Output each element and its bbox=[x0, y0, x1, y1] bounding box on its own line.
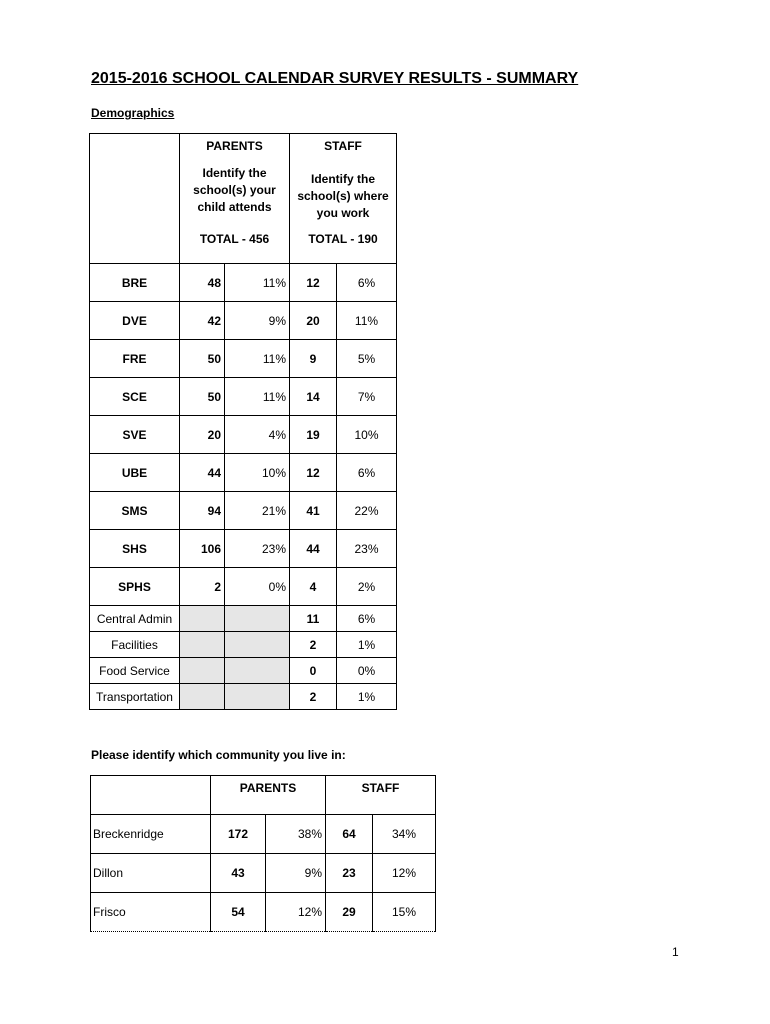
page-number: 1 bbox=[672, 945, 679, 959]
staff-percent: 12% bbox=[373, 854, 436, 893]
table-row bbox=[90, 684, 397, 710]
parents-count: 48 bbox=[180, 264, 225, 302]
table-row bbox=[90, 632, 397, 658]
parents-percent: 0% bbox=[225, 568, 290, 606]
table-corner-cell bbox=[90, 134, 180, 264]
empty-cell bbox=[225, 684, 290, 710]
staff-percent: 1% bbox=[337, 632, 397, 658]
demographics-table bbox=[89, 133, 397, 710]
parents-header: PARENTS bbox=[211, 776, 326, 815]
table-row bbox=[90, 302, 397, 340]
empty-cell bbox=[180, 684, 225, 710]
parents-count: 94 bbox=[180, 492, 225, 530]
school-label: SMS bbox=[90, 492, 180, 530]
staff-count: 9 bbox=[290, 340, 337, 378]
staff-count: 0 bbox=[290, 658, 337, 684]
staff-percent: 23% bbox=[337, 530, 397, 568]
school-label: SVE bbox=[90, 416, 180, 454]
table-row bbox=[91, 854, 436, 893]
parents-percent: 4% bbox=[225, 416, 290, 454]
staff-count: 11 bbox=[290, 606, 337, 632]
school-label: BRE bbox=[90, 264, 180, 302]
staff-percent: 22% bbox=[337, 492, 397, 530]
parents-count: 44 bbox=[180, 454, 225, 492]
staff-percent: 1% bbox=[337, 684, 397, 710]
parents-question-line: school(s) your bbox=[193, 183, 276, 197]
staff-percent: 34% bbox=[373, 815, 436, 854]
table-row bbox=[91, 815, 436, 854]
empty-cell bbox=[225, 606, 290, 632]
community-question: Please identify which community you live in: bbox=[91, 748, 346, 762]
staff-percent: 15% bbox=[373, 893, 436, 932]
staff-question-line: Identify the bbox=[310, 172, 375, 186]
parents-percent: 12% bbox=[266, 893, 326, 932]
staff-percent: 6% bbox=[337, 606, 397, 632]
table-row bbox=[90, 416, 397, 454]
department-label: Food Service bbox=[90, 658, 180, 684]
parents-count: 54 bbox=[211, 893, 266, 932]
parents-percent: 21% bbox=[225, 492, 290, 530]
table-row bbox=[90, 568, 397, 606]
parents-question-line: Identify the bbox=[202, 166, 267, 180]
empty-cell bbox=[225, 658, 290, 684]
table-row bbox=[90, 340, 397, 378]
staff-count: 23 bbox=[326, 854, 373, 893]
parents-count: 20 bbox=[180, 416, 225, 454]
school-label: SHS bbox=[90, 530, 180, 568]
school-label: FRE bbox=[90, 340, 180, 378]
staff-count: 4 bbox=[290, 568, 337, 606]
parents-percent: 9% bbox=[266, 854, 326, 893]
staff-percent: 2% bbox=[337, 568, 397, 606]
empty-cell bbox=[180, 658, 225, 684]
staff-percent: 6% bbox=[337, 454, 397, 492]
staff-question-line: you work bbox=[316, 206, 370, 220]
staff-count: 41 bbox=[290, 492, 337, 530]
parents-percent: 23% bbox=[225, 530, 290, 568]
staff-count: 12 bbox=[290, 454, 337, 492]
department-label: Facilities bbox=[90, 632, 180, 658]
parents-count: 43 bbox=[211, 854, 266, 893]
community-label: Dillon bbox=[91, 854, 211, 893]
table-row bbox=[91, 893, 436, 932]
staff-count: 19 bbox=[290, 416, 337, 454]
staff-count: 64 bbox=[326, 815, 373, 854]
parents-count: 50 bbox=[180, 378, 225, 416]
staff-total: TOTAL - 190 bbox=[308, 232, 378, 246]
parents-count: 42 bbox=[180, 302, 225, 340]
staff-count: 2 bbox=[290, 684, 337, 710]
parents-percent: 11% bbox=[225, 378, 290, 416]
empty-cell bbox=[225, 632, 290, 658]
parents-count: 50 bbox=[180, 340, 225, 378]
table-corner-cell bbox=[91, 776, 211, 815]
empty-cell bbox=[180, 632, 225, 658]
table-row bbox=[90, 492, 397, 530]
staff-header-cell bbox=[290, 134, 397, 264]
staff-count: 12 bbox=[290, 264, 337, 302]
staff-count: 2 bbox=[290, 632, 337, 658]
school-label: UBE bbox=[90, 454, 180, 492]
staff-count: 14 bbox=[290, 378, 337, 416]
parents-percent: 11% bbox=[225, 264, 290, 302]
parents-percent: 9% bbox=[225, 302, 290, 340]
table-row bbox=[90, 606, 397, 632]
parents-header: PARENTS bbox=[206, 139, 263, 153]
empty-cell bbox=[180, 606, 225, 632]
parents-percent: 10% bbox=[225, 454, 290, 492]
demographics-heading: Demographics bbox=[91, 106, 175, 120]
parents-question-line: child attends bbox=[197, 200, 272, 214]
table-row bbox=[90, 378, 397, 416]
parents-percent: 11% bbox=[225, 340, 290, 378]
parents-count: 2 bbox=[180, 568, 225, 606]
staff-question-line: school(s) where bbox=[297, 189, 389, 203]
community-table bbox=[90, 775, 436, 932]
staff-header: STAFF bbox=[324, 139, 362, 153]
staff-count: 44 bbox=[290, 530, 337, 568]
department-label: Central Admin bbox=[90, 606, 180, 632]
community-label: Breckenridge bbox=[91, 815, 211, 854]
table-row bbox=[90, 530, 397, 568]
staff-header: STAFF bbox=[326, 776, 436, 815]
staff-percent: 0% bbox=[337, 658, 397, 684]
school-label: DVE bbox=[90, 302, 180, 340]
staff-percent: 11% bbox=[337, 302, 397, 340]
staff-count: 20 bbox=[290, 302, 337, 340]
staff-count: 29 bbox=[326, 893, 373, 932]
parents-count: 106 bbox=[180, 530, 225, 568]
staff-percent: 6% bbox=[337, 264, 397, 302]
table-row bbox=[90, 454, 397, 492]
community-label: Frisco bbox=[91, 893, 211, 932]
staff-percent: 10% bbox=[337, 416, 397, 454]
parents-header-cell bbox=[180, 134, 290, 264]
parents-percent: 38% bbox=[266, 815, 326, 854]
staff-percent: 5% bbox=[337, 340, 397, 378]
parents-count: 172 bbox=[211, 815, 266, 854]
page-title: 2015-2016 SCHOOL CALENDAR SURVEY RESULTS - SUMMARY bbox=[91, 70, 579, 87]
table-row bbox=[90, 658, 397, 684]
school-label: SPHS bbox=[90, 568, 180, 606]
table-row bbox=[90, 264, 397, 302]
staff-percent: 7% bbox=[337, 378, 397, 416]
department-label: Transportation bbox=[90, 684, 180, 710]
parents-total: TOTAL - 456 bbox=[199, 232, 270, 246]
school-label: SCE bbox=[90, 378, 180, 416]
